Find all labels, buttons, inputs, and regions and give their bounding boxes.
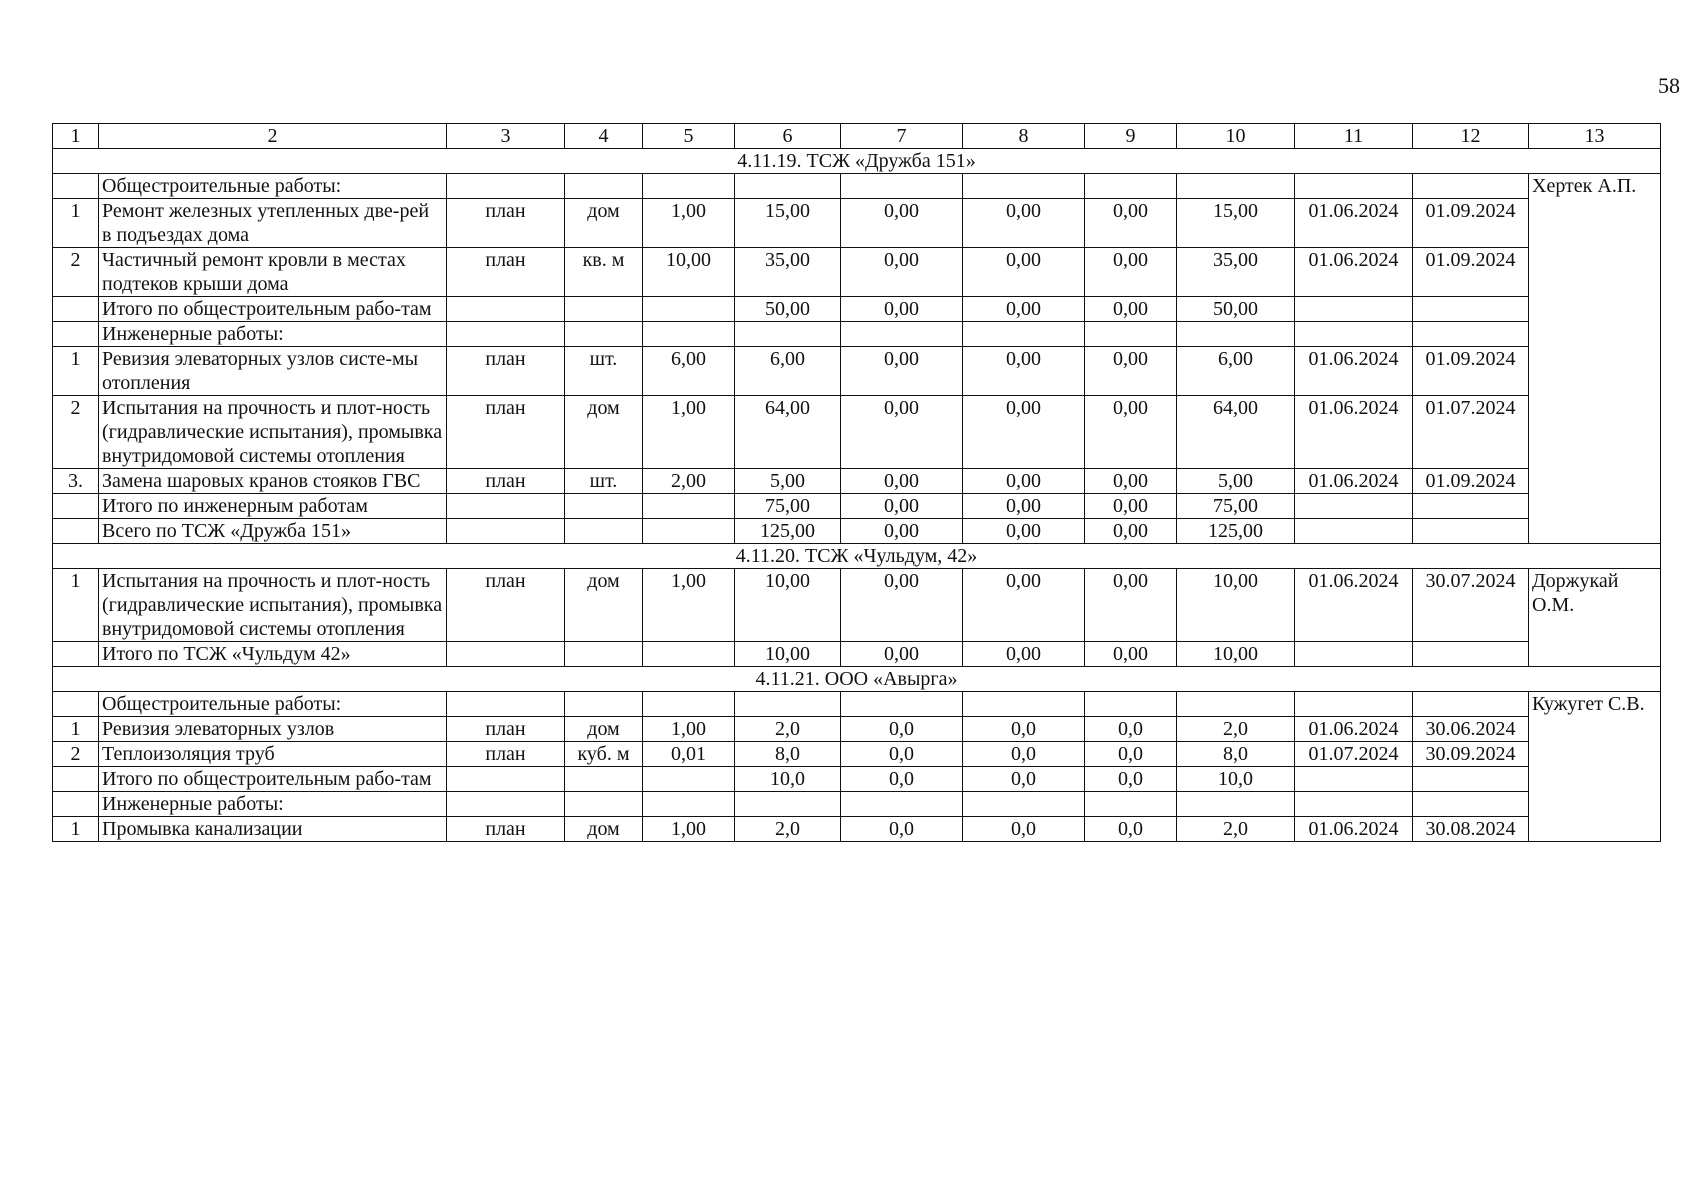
cell-c6: 8,0: [735, 742, 841, 767]
work-name: Итого по общестроительным рабо-там: [99, 767, 447, 792]
cell-c6: 64,00: [735, 396, 841, 469]
cell-c6: [735, 174, 841, 199]
cell-c10: 10,00: [1177, 569, 1295, 642]
work-name: Ремонт железных утепленных две-рей в подъездах дома: [99, 199, 447, 248]
cell-c7: 0,0: [841, 717, 963, 742]
row-number: 2: [53, 396, 99, 469]
cell-end: [1413, 174, 1529, 199]
cell-end: [1413, 297, 1529, 322]
cell-end: 30.07.2024: [1413, 569, 1529, 642]
cell-c6: 5,00: [735, 469, 841, 494]
cell-c7: 0,00: [841, 199, 963, 248]
cell-c7: 0,00: [841, 248, 963, 297]
page-number: 58: [1658, 73, 1680, 98]
cell-start: [1295, 174, 1413, 199]
cell-c7: [841, 692, 963, 717]
work-name: Испытания на прочность и плот-ность (гидравлические испытания), промывка внутридомовой системы отопления: [99, 569, 447, 642]
cell-c8: 0,00: [963, 569, 1085, 642]
empty-cell: [447, 519, 565, 544]
cell-c7: 0,00: [841, 396, 963, 469]
cell-start: [1295, 494, 1413, 519]
cell-qty: [643, 767, 735, 792]
cell-c10: [1177, 692, 1295, 717]
empty-cell: [565, 519, 643, 544]
cell-unit-type: [447, 297, 565, 322]
cell-end: [1413, 767, 1529, 792]
column-header: 4: [565, 124, 643, 149]
row-number: 2: [53, 248, 99, 297]
cell-c10: 2,0: [1177, 717, 1295, 742]
table-row: [53, 174, 1661, 199]
section-title: 4.11.19. ТСЖ «Дружба 151»: [53, 149, 1661, 174]
cell-c8: 0,00: [963, 494, 1085, 519]
row-number: 3.: [53, 469, 99, 494]
cell-c9: [1085, 792, 1177, 817]
empty-cell: [1413, 519, 1529, 544]
cell-c10: 75,00: [1177, 494, 1295, 519]
empty-cell: [53, 642, 99, 667]
cell-end: [1413, 322, 1529, 347]
cell-c7: 0,00: [841, 347, 963, 396]
cell-start: 01.06.2024: [1295, 199, 1413, 248]
cell-c10: 8,0: [1177, 742, 1295, 767]
table-row: [53, 717, 1661, 742]
cell-c8: 0,0: [963, 767, 1085, 792]
table-row: [53, 396, 1661, 469]
cell-qty: [643, 297, 735, 322]
cell-unit: [565, 494, 643, 519]
table-row: [53, 248, 1661, 297]
cell-c9: 0,0: [1085, 742, 1177, 767]
cell-c8: 0,00: [963, 469, 1085, 494]
cell-unit-type: [447, 792, 565, 817]
work-schedule-table: [52, 123, 1661, 842]
table-body: [53, 124, 1661, 842]
cell-c7: 0,00: [841, 494, 963, 519]
cell-c9: 0,0: [1085, 817, 1177, 842]
row-number: [53, 692, 99, 717]
cell-c8: 0,00: [963, 297, 1085, 322]
column-header: 11: [1295, 124, 1413, 149]
cell-start: 01.06.2024: [1295, 248, 1413, 297]
column-header: 3: [447, 124, 565, 149]
total-label: Итого по ТСЖ «Чульдум 42»: [99, 642, 447, 667]
cell-c8: 0,00: [963, 248, 1085, 297]
column-header: 5: [643, 124, 735, 149]
table-row: [53, 742, 1661, 767]
cell-start: 01.06.2024: [1295, 717, 1413, 742]
cell-qty: 1,00: [643, 199, 735, 248]
cell-unit-type: план: [447, 347, 565, 396]
row-number: [53, 494, 99, 519]
cell-unit-type: [447, 322, 565, 347]
work-name: Общестроительные работы:: [99, 174, 447, 199]
cell-qty: 1,00: [643, 817, 735, 842]
cell-c6: [735, 322, 841, 347]
cell-end: 30.08.2024: [1413, 817, 1529, 842]
work-name: Общестроительные работы:: [99, 692, 447, 717]
cell-c10: 6,00: [1177, 347, 1295, 396]
cell-unit: [565, 174, 643, 199]
cell-start: [1295, 322, 1413, 347]
cell-c8: [963, 792, 1085, 817]
empty-cell: [53, 519, 99, 544]
work-name: Итого по общестроительным рабо-там: [99, 297, 447, 322]
row-number: 1: [53, 347, 99, 396]
row-number: 1: [53, 199, 99, 248]
total-label: Всего по ТСЖ «Дружба 151»: [99, 519, 447, 544]
cell-c9: 0,0: [1085, 717, 1177, 742]
cell-c10: [1177, 174, 1295, 199]
column-header: 13: [1529, 124, 1661, 149]
work-name: Частичный ремонт кровли в местах подтеков крыши дома: [99, 248, 447, 297]
cell-end: 01.09.2024: [1413, 199, 1529, 248]
work-name: Ревизия элеваторных узлов: [99, 717, 447, 742]
cell-start: 01.06.2024: [1295, 569, 1413, 642]
cell-c8: [963, 692, 1085, 717]
cell-c9: 0,00: [1085, 347, 1177, 396]
cell-c9: 0,00: [1085, 248, 1177, 297]
row-number: [53, 297, 99, 322]
cell-unit: дом: [565, 569, 643, 642]
cell-qty: [643, 322, 735, 347]
cell-end: [1413, 494, 1529, 519]
cell-c6: 35,00: [735, 248, 841, 297]
cell-unit-type: план: [447, 817, 565, 842]
cell-unit: [565, 322, 643, 347]
table-row: [53, 469, 1661, 494]
cell-unit-type: план: [447, 248, 565, 297]
cell-c8: 0,00: [963, 347, 1085, 396]
cell-start: 01.07.2024: [1295, 742, 1413, 767]
cell-c9: 0,0: [1085, 767, 1177, 792]
table-row: [53, 199, 1661, 248]
cell-unit: дом: [565, 396, 643, 469]
cell-c10: 15,00: [1177, 199, 1295, 248]
work-name: Теплоизоляция труб: [99, 742, 447, 767]
cell-c8: 0,00: [963, 199, 1085, 248]
empty-cell: [643, 519, 735, 544]
table-row: [53, 322, 1661, 347]
cell-c6: [735, 792, 841, 817]
cell-qty: 0,01: [643, 742, 735, 767]
cell-c8: 0,00: [963, 396, 1085, 469]
row-number: 1: [53, 569, 99, 642]
cell-c8: 0,0: [963, 817, 1085, 842]
cell-qty: 6,00: [643, 347, 735, 396]
cell-start: 01.06.2024: [1295, 817, 1413, 842]
cell-c8: [963, 174, 1085, 199]
cell-c10: 50,00: [1177, 297, 1295, 322]
cell-qty: [643, 692, 735, 717]
cell-qty: 10,00: [643, 248, 735, 297]
total-c6: 125,00: [735, 519, 841, 544]
cell-qty: 1,00: [643, 396, 735, 469]
row-number: [53, 322, 99, 347]
empty-cell: [447, 642, 565, 667]
cell-c6: 10,0: [735, 767, 841, 792]
cell-unit-type: [447, 174, 565, 199]
row-number: 1: [53, 717, 99, 742]
cell-end: 30.09.2024: [1413, 742, 1529, 767]
cell-qty: 2,00: [643, 469, 735, 494]
total-c10: 10,00: [1177, 642, 1295, 667]
cell-c7: 0,0: [841, 817, 963, 842]
cell-unit: [565, 767, 643, 792]
cell-qty: [643, 792, 735, 817]
work-name: Итого по инженерным работам: [99, 494, 447, 519]
empty-cell: [565, 642, 643, 667]
work-name: Промывка канализации: [99, 817, 447, 842]
work-name: Инженерные работы:: [99, 792, 447, 817]
cell-c9: [1085, 692, 1177, 717]
cell-c8: 0,0: [963, 742, 1085, 767]
cell-unit: [565, 297, 643, 322]
cell-start: [1295, 792, 1413, 817]
total-c7: 0,00: [841, 519, 963, 544]
cell-unit: шт.: [565, 469, 643, 494]
cell-c9: 0,00: [1085, 494, 1177, 519]
cell-c7: [841, 174, 963, 199]
cell-unit: [565, 792, 643, 817]
cell-unit: дом: [565, 199, 643, 248]
empty-cell: [1295, 519, 1413, 544]
cell-end: 01.07.2024: [1413, 396, 1529, 469]
column-header: 10: [1177, 124, 1295, 149]
cell-c10: 64,00: [1177, 396, 1295, 469]
cell-c7: 0,0: [841, 742, 963, 767]
cell-c6: 10,00: [735, 569, 841, 642]
cell-end: 30.06.2024: [1413, 717, 1529, 742]
responsible-person: Доржукай О.М.: [1529, 569, 1661, 667]
column-header: 9: [1085, 124, 1177, 149]
cell-c7: 0,0: [841, 767, 963, 792]
work-name: Замена шаровых кранов стояков ГВС: [99, 469, 447, 494]
section-title: 4.11.20. ТСЖ «Чульдум, 42»: [53, 544, 1661, 569]
section-title-row: [53, 667, 1661, 692]
cell-c8: 0,0: [963, 717, 1085, 742]
cell-c10: 10,0: [1177, 767, 1295, 792]
cell-end: [1413, 792, 1529, 817]
cell-c7: 0,00: [841, 297, 963, 322]
cell-c7: [841, 792, 963, 817]
cell-c6: 50,00: [735, 297, 841, 322]
row-number: 2: [53, 742, 99, 767]
cell-c7: 0,00: [841, 469, 963, 494]
total-c6: 10,00: [735, 642, 841, 667]
cell-unit: кв. м: [565, 248, 643, 297]
cell-qty: [643, 494, 735, 519]
row-number: [53, 174, 99, 199]
section-title-row: [53, 149, 1661, 174]
column-header: 6: [735, 124, 841, 149]
cell-qty: [643, 174, 735, 199]
cell-start: [1295, 767, 1413, 792]
cell-unit: шт.: [565, 347, 643, 396]
cell-c9: 0,00: [1085, 569, 1177, 642]
table-row: [53, 347, 1661, 396]
cell-start: 01.06.2024: [1295, 347, 1413, 396]
cell-c6: [735, 692, 841, 717]
cell-unit: куб. м: [565, 742, 643, 767]
cell-unit-type: план: [447, 742, 565, 767]
cell-unit-type: [447, 692, 565, 717]
cell-qty: 1,00: [643, 717, 735, 742]
column-header: 2: [99, 124, 447, 149]
table-row: [53, 767, 1661, 792]
row-number: [53, 792, 99, 817]
cell-c6: 15,00: [735, 199, 841, 248]
cell-end: 01.09.2024: [1413, 248, 1529, 297]
cell-start: [1295, 297, 1413, 322]
cell-c10: [1177, 322, 1295, 347]
cell-c10: 2,0: [1177, 817, 1295, 842]
cell-end: [1413, 692, 1529, 717]
cell-c9: 0,00: [1085, 396, 1177, 469]
cell-c7: 0,00: [841, 569, 963, 642]
column-header: 7: [841, 124, 963, 149]
cell-unit-type: план: [447, 569, 565, 642]
cell-unit-type: план: [447, 396, 565, 469]
cell-end: 01.09.2024: [1413, 347, 1529, 396]
cell-unit: [565, 692, 643, 717]
cell-c7: [841, 322, 963, 347]
cell-c10: 5,00: [1177, 469, 1295, 494]
cell-c9: 0,00: [1085, 469, 1177, 494]
total-c9: 0,00: [1085, 519, 1177, 544]
total-c8: 0,00: [963, 642, 1085, 667]
cell-unit-type: план: [447, 199, 565, 248]
total-row: [53, 642, 1661, 667]
row-number: 1: [53, 817, 99, 842]
total-c10: 125,00: [1177, 519, 1295, 544]
table-row: [53, 569, 1661, 642]
cell-start: 01.06.2024: [1295, 469, 1413, 494]
total-c8: 0,00: [963, 519, 1085, 544]
section-title-row: [53, 544, 1661, 569]
column-header: 12: [1413, 124, 1529, 149]
cell-unit: дом: [565, 717, 643, 742]
cell-c9: [1085, 322, 1177, 347]
table-row: [53, 792, 1661, 817]
cell-unit: дом: [565, 817, 643, 842]
row-number: [53, 767, 99, 792]
column-number-row: [53, 124, 1661, 149]
empty-cell: [1413, 642, 1529, 667]
cell-unit-type: [447, 494, 565, 519]
cell-qty: 1,00: [643, 569, 735, 642]
cell-c6: 2,0: [735, 817, 841, 842]
cell-c6: 6,00: [735, 347, 841, 396]
cell-c10: [1177, 792, 1295, 817]
total-c9: 0,00: [1085, 642, 1177, 667]
cell-start: 01.06.2024: [1295, 396, 1413, 469]
cell-c9: 0,00: [1085, 297, 1177, 322]
work-name: Ревизия элеваторных узлов систе-мы отопления: [99, 347, 447, 396]
work-name: Инженерные работы:: [99, 322, 447, 347]
cell-unit-type: [447, 767, 565, 792]
empty-cell: [1295, 642, 1413, 667]
table-row: [53, 494, 1661, 519]
section-title: 4.11.21. ООО «Авырга»: [53, 667, 1661, 692]
cell-c9: [1085, 174, 1177, 199]
total-row: [53, 519, 1661, 544]
cell-end: 01.09.2024: [1413, 469, 1529, 494]
total-c7: 0,00: [841, 642, 963, 667]
work-name: Испытания на прочность и плот-ность (гидравлические испытания), промывка внутридомовой системы отопления: [99, 396, 447, 469]
cell-unit-type: план: [447, 469, 565, 494]
responsible-person: Кужугет С.В.: [1529, 692, 1661, 842]
cell-c9: 0,00: [1085, 199, 1177, 248]
column-header: 8: [963, 124, 1085, 149]
cell-c6: 2,0: [735, 717, 841, 742]
cell-c6: 75,00: [735, 494, 841, 519]
responsible-person: Хертек А.П.: [1529, 174, 1661, 544]
empty-cell: [643, 642, 735, 667]
table-row: [53, 817, 1661, 842]
cell-unit-type: план: [447, 717, 565, 742]
table-row: [53, 692, 1661, 717]
table-row: [53, 297, 1661, 322]
cell-c10: 35,00: [1177, 248, 1295, 297]
cell-c8: [963, 322, 1085, 347]
column-header: 1: [53, 124, 99, 149]
cell-start: [1295, 692, 1413, 717]
